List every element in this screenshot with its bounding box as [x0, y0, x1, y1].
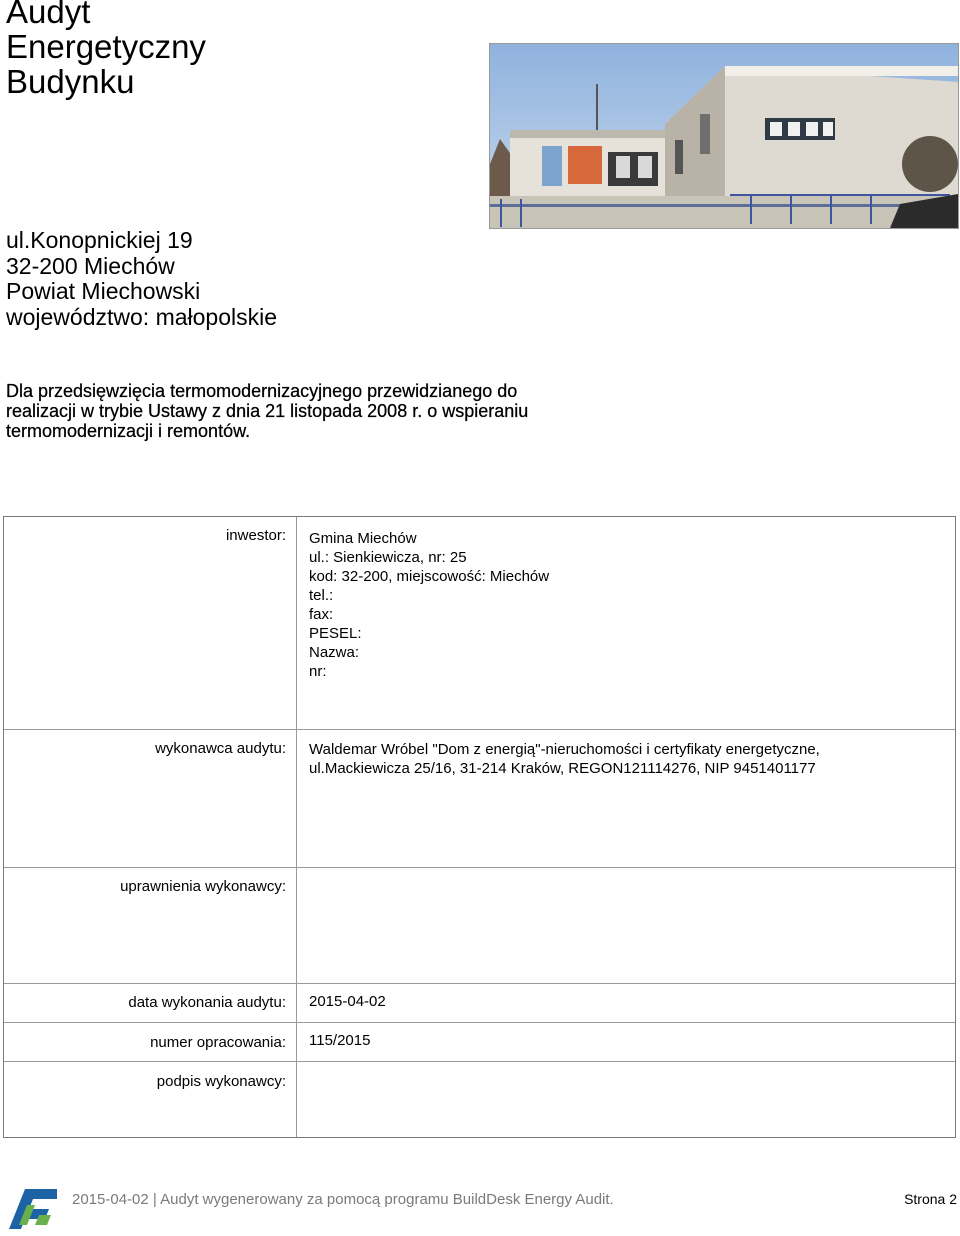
column-divider	[296, 517, 297, 1137]
footer-text: 2015-04-02 | Audyt wygenerowany za pomocą programu BuildDesk Energy Audit.	[72, 1191, 614, 1208]
investor-line: PESEL:	[309, 625, 362, 642]
address-line: 32-200 Miechów	[6, 252, 175, 279]
investor-line: fax:	[309, 606, 334, 623]
row-divider	[4, 983, 955, 984]
page-number: Strona 2	[904, 1191, 957, 1207]
purpose-line: termomodernizacji i remontów.	[6, 421, 251, 441]
investor-line: Gmina Miechów	[309, 530, 417, 547]
auditor-line: ul.Mackiewicza 25/16, 31-214 Kraków, REGON121114276, NIP 9451401177	[309, 760, 816, 777]
row-divider	[4, 1022, 955, 1023]
auditor-line: Waldemar Wróbel "Dom z energią"-nieruchomości i certyfikaty energetyczne,	[309, 741, 820, 758]
address-line: województwo: małopolskie	[6, 303, 278, 330]
purpose-line: Dla przedsięwzięcia termomodernizacyjnego przewidzianego do	[6, 381, 518, 401]
title-line: Audyt	[6, 0, 91, 30]
permissions-label: uprawnienia wykonawcy:	[120, 878, 286, 895]
investor-label: inwestor:	[225, 527, 286, 544]
row-divider	[4, 867, 955, 868]
title-line: Energetyczny	[6, 28, 206, 65]
signature-label: podpis wykonawcy:	[156, 1073, 286, 1090]
investor-line: tel.:	[309, 587, 334, 604]
details-table	[3, 516, 956, 1138]
audit-date-label: data wykonania audytu:	[128, 994, 286, 1011]
investor-line: Nazwa:	[309, 644, 360, 661]
document-title	[6, 0, 206, 99]
investor-line: kod: 32-200, miejscowość: Miechów	[309, 568, 550, 585]
purpose-statement	[6, 381, 646, 441]
auditor-label: wykonawca audytu:	[155, 740, 286, 757]
row-divider	[4, 729, 955, 730]
investor-value	[309, 529, 549, 681]
audit-date-value: 2015-04-02	[309, 993, 386, 1010]
building-photo	[489, 43, 959, 229]
investor-line: nr:	[309, 663, 327, 680]
study-number-value: 115/2015	[309, 1032, 371, 1049]
address-line: ul.Konopnickiej 19	[6, 227, 193, 253]
title-line: Budynku	[6, 63, 135, 100]
investor-line: ul.: Sienkiewicza, nr: 25	[309, 549, 467, 566]
auditor-value	[309, 740, 820, 778]
address-line: Powiat Miechowski	[6, 278, 201, 304]
builddesk-logo-icon	[5, 1185, 59, 1231]
study-number-label: numer opracowania:	[150, 1034, 286, 1051]
purpose-line: realizacji w trybie Ustawy z dnia 21 listopada 2008 r. o wspieraniu	[6, 401, 529, 421]
building-address	[6, 228, 277, 330]
row-divider	[4, 1061, 955, 1062]
